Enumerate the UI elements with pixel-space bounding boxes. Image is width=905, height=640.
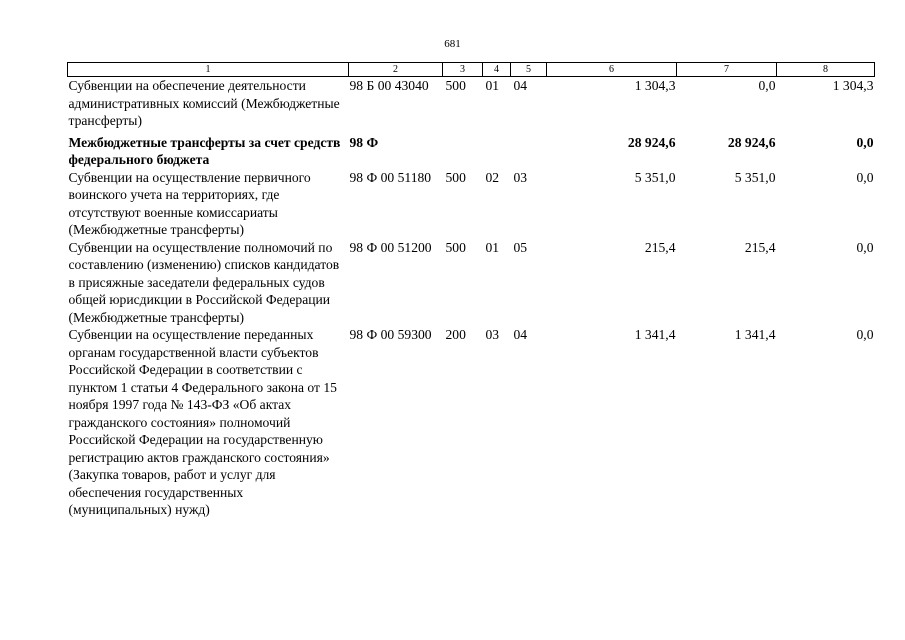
row-rz: 02 [485,169,500,185]
row-value-7: 215,4 [744,239,776,255]
row-value-7: 0,0 [758,78,776,93]
row-value-8: 0,0 [856,134,874,150]
row-pr: 05 [513,239,528,255]
row-value-8: 0,0 [856,169,874,185]
row-name: Субвенции на обеспечение деятельности административных комиссий (Межбюджетные трансферты) [68,78,340,128]
row-rz: 01 [485,239,500,255]
row-value-7: 5 351,0 [734,169,776,185]
page-number: 681 [444,38,461,50]
row-vr: 500 [445,169,466,185]
table-row [68,169,875,239]
row-vr: 500 [445,78,466,93]
row-vr [443,130,483,169]
row-code: 98 Ф [349,134,379,150]
table-body [68,77,875,519]
table-row [68,239,875,327]
header-col-3: 3 [443,63,483,77]
row-code: 98 Ф 00 51180 [349,169,432,185]
row-name: Субвенции на осуществление переданных органам государственной власти субъектов Российской Федерации в соответствии с пунктом 1 статьи 4 Федерального закона от 15 ноября 1997 года № 143-ФЗ «Об актах гражданского состояния» полномочий Российской Федерации на государственную регистрацию актов гражданского состояния» (Закупка товаров, работ и услуг для обеспечения государственных (муниципальных) нужд) [68,327,337,517]
row-rz: 03 [485,327,500,342]
budget-table [67,62,875,519]
row-rz: 01 [485,78,500,93]
table-row [68,130,875,169]
row-value-6: 5 351,0 [634,169,676,185]
table-row [68,77,875,130]
row-vr: 200 [445,327,466,342]
row-code: 98 Б 00 43040 [349,78,429,93]
table-header [68,63,875,77]
row-code: 98 Ф 00 51200 [349,239,432,255]
header-col-5: 5 [511,63,547,77]
row-value-8: 0,0 [856,239,874,255]
row-value-6: 215,4 [644,239,676,255]
row-name: Межбюджетные трансферты за счет средств федерального бюджета [68,134,341,167]
row-name: Субвенции на осуществление полномочий по составлению (изменению) списков кандидатов в присяжные заседатели федеральных судов общей юрисдикции в Российской Федерации (Межбюджетные трансферты) [68,239,340,325]
header-col-6: 6 [547,63,677,77]
row-pr: 04 [513,327,528,342]
row-vr: 500 [445,239,466,255]
row-value-6: 1 304,3 [634,78,676,93]
header-row [68,63,875,77]
row-value-7: 28 924,6 [727,134,776,150]
row-pr: 04 [513,78,528,93]
header-col-1: 1 [68,63,349,77]
row-value-8: 1 304,3 [832,78,874,93]
row-rz [483,130,511,169]
header-col-2: 2 [349,63,443,77]
row-value-6: 28 924,6 [627,134,676,150]
header-col-8: 8 [777,63,875,77]
row-name: Субвенции на осуществление первичного воинского учета на территориях, где отсутствуют военные комиссариаты (Межбюджетные трансферты) [68,169,311,237]
row-value-7: 1 341,4 [734,327,776,342]
row-code: 98 Ф 00 59300 [349,327,432,342]
row-pr [511,130,547,169]
header-col-7: 7 [677,63,777,77]
row-value-6: 1 341,4 [634,327,676,342]
row-value-8: 0,0 [856,327,874,342]
header-col-4: 4 [483,63,511,77]
row-pr: 03 [513,169,528,185]
table-row [68,326,875,519]
